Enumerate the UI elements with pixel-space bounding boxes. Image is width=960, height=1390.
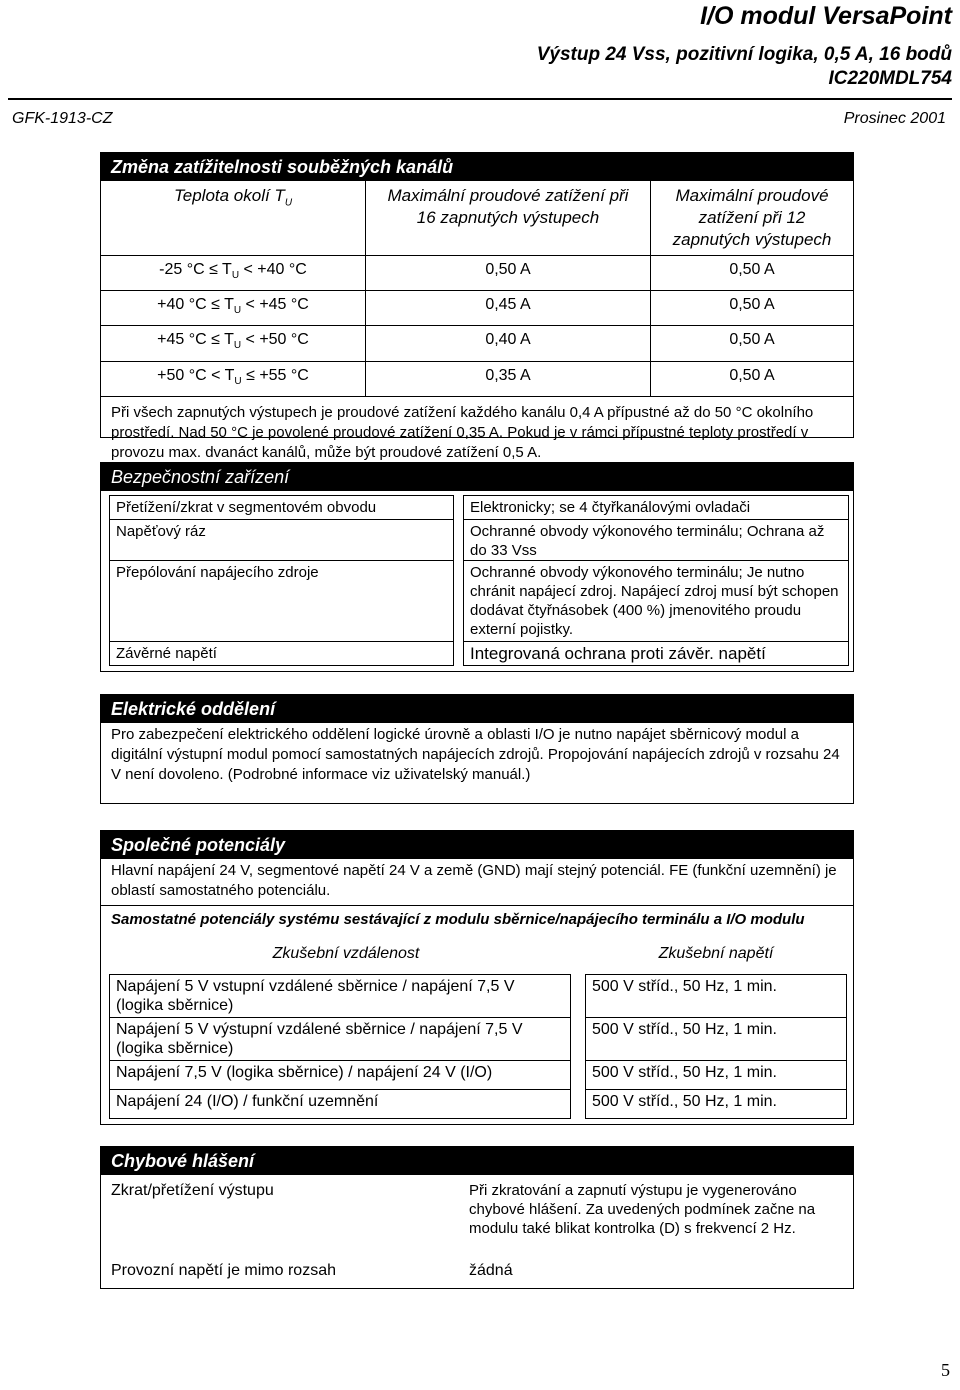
section-title-load: Změna zatížitelnosti souběžných kanálů <box>101 153 853 181</box>
subtitle-line-1: Výstup 24 Vss, pozitivní logika, 0,5 A, 16 bodů <box>536 44 952 65</box>
error-values <box>463 1179 849 1287</box>
value-12: 0,50 A <box>651 256 854 291</box>
test-voltage: 500 V stříd., 50 Hz, 1 min. <box>585 1061 847 1090</box>
test-distance: Napájení 24 (I/O) / funkční uzemnění <box>109 1090 571 1119</box>
potentials-subtitle: Samostatné potenciály systému sestávající z modulu sběrnice/napájecího terminálu a I/O modulu <box>101 905 853 930</box>
error-label: Zkrat/přetížení výstupu <box>111 1182 274 1199</box>
safety-label: Přepólování napájecího zdroje <box>109 561 454 642</box>
errors-section <box>100 1146 854 1289</box>
test-distance: Napájení 5 V vstupní vzdálené sběrnice / napájení 7,5 V (logika sběrnice) <box>109 974 571 1018</box>
table-row <box>101 256 853 291</box>
test-voltage: 500 V stříd., 50 Hz, 1 min. <box>585 1090 847 1119</box>
load-derating-table <box>101 181 853 396</box>
col-header-16-outputs: Maximální proudové zatížení při 16 zapnutých výstupech <box>366 181 651 256</box>
test-distance: Napájení 5 V výstupní vzdálené sběrnice / napájení 7,5 V (logika sběrnice) <box>109 1018 571 1061</box>
safety-label: Napěťový ráz <box>109 520 454 561</box>
safety-value: Integrovaná ochrana proti závěr. napětí <box>463 642 849 666</box>
safety-label: Závěrné napětí <box>109 642 454 666</box>
load-derating-section <box>100 152 854 461</box>
distance-column <box>109 974 571 1119</box>
temperature-range: -25 $^\circ C \le T_U < +40$ °C <box>101 256 366 291</box>
temperature-range: +40 $^\circ C \le T_U < +45$ °C <box>101 291 366 326</box>
safety-value: Ochranné obvody výkonového terminálu; Ochrana až do 33 Vss <box>463 520 849 561</box>
subtitle-line-2: IC220MDL754 <box>828 68 952 89</box>
section-title-safety: Bezpečnostní zařízení <box>101 463 853 491</box>
error-value: žádná <box>469 1262 513 1279</box>
error-labels <box>109 1179 454 1287</box>
error-label: Provozní napětí je mimo rozsah <box>111 1262 336 1279</box>
safety-labels <box>109 495 454 666</box>
value-16: 0,50 A <box>366 256 651 291</box>
value-16: 0,45 A <box>366 291 651 326</box>
voltage-column <box>585 974 847 1119</box>
potentials-text: Hlavní napájení 24 V, segmentové napětí 24 V a země (GND) mají stejný potenciál. FE (funkční uzemnění) je oblastí samostatného potenciálu. <box>111 862 837 899</box>
section-title-isolation: Elektrické oddělení <box>101 695 853 723</box>
table-header-row <box>101 181 853 256</box>
section-title-errors: Chybové hlášení <box>101 1147 853 1175</box>
load-note: Při všech zapnutých výstupech je proudové zatížení každého kanálu 0,4 A přípustné až do 50 °C okolního prostředí. Nad 50 °C je povolené proudové zatížení 0,35 A. Pokud je v rámci přípustné teploty prostředí v provozu max. dvanáct kanálů, může být proudové zatížení 0,5 A. <box>101 396 853 463</box>
safety-values <box>463 495 849 666</box>
isolation-text: Pro zabezpečení elektrického oddělení logické úrovně a oblasti I/O je nutno napájet sběrnicový modul a digitální výstupní modul pomocí samostatných napájecích zdrojů. Propojování napájecích zdrojů v rozsahu 24 V není dovoleno. (Podrobné informace viz uživatelský manuál.) <box>111 726 840 783</box>
col-header-distance: Zkušební vzdálenost <box>272 945 420 962</box>
value-12: 0,50 A <box>651 326 854 361</box>
page-number: 5 <box>941 1360 950 1380</box>
safety-label: Přetížení/zkrat v segmentovém obvodu <box>109 495 454 520</box>
error-value: Při zkratování a zapnutí výstupu je vygenerováno chybové hlášení. Za uvedených podmínek začne na modulu také blikat kontrolka (D) s frekvencí 2 Hz. <box>469 1182 816 1237</box>
potentials-section <box>100 830 854 1125</box>
value-16: 0,40 A <box>366 326 651 361</box>
value-16: 0,35 A <box>366 361 651 396</box>
document-date: Prosinec 2001 <box>843 110 946 127</box>
value-12: 0,50 A <box>651 361 854 396</box>
col-header-temperature: Teplota okolí $T_U$ <box>101 181 366 256</box>
col-header-voltage: Zkušební napětí <box>658 945 774 962</box>
document-title: I/O modul VersaPoint <box>700 2 952 30</box>
document-subtitle <box>537 43 952 91</box>
safety-value: Elektronicky; se 4 čtyřkanálovými ovladači <box>463 495 849 520</box>
temperature-range: +45 $^\circ C \le T_U < +50$ °C <box>101 326 366 361</box>
temperature-range: +50 $^\circ C < T_U \le +55$ °C <box>101 361 366 396</box>
safety-value: Ochranné obvody výkonového terminálu; Je nutno chránit napájecí zdroj. Napájecí zdroj musí být schopen dodávat čtyřnásobek (400 %) jmenovitého proudu externí pojistky. <box>463 561 849 642</box>
document-id: GFK-1913-CZ <box>12 110 113 127</box>
col-header-12-outputs: Maximální proudové zatížení při 12 zapnutých výstupech <box>672 186 832 249</box>
header-rule <box>8 98 952 100</box>
value-12: 0,50 A <box>651 291 854 326</box>
safety-section <box>100 462 854 672</box>
table-row <box>101 291 853 326</box>
isolation-section <box>100 694 854 804</box>
test-distance: Napájení 7,5 V (logika sběrnice) / napájení 24 V (I/O) <box>109 1061 571 1090</box>
test-voltage: 500 V stříd., 50 Hz, 1 min. <box>585 1018 847 1061</box>
test-voltage: 500 V stříd., 50 Hz, 1 min. <box>585 974 847 1018</box>
table-row <box>101 326 853 361</box>
section-title-potentials: Společné potenciály <box>101 831 853 859</box>
table-row <box>101 361 853 396</box>
